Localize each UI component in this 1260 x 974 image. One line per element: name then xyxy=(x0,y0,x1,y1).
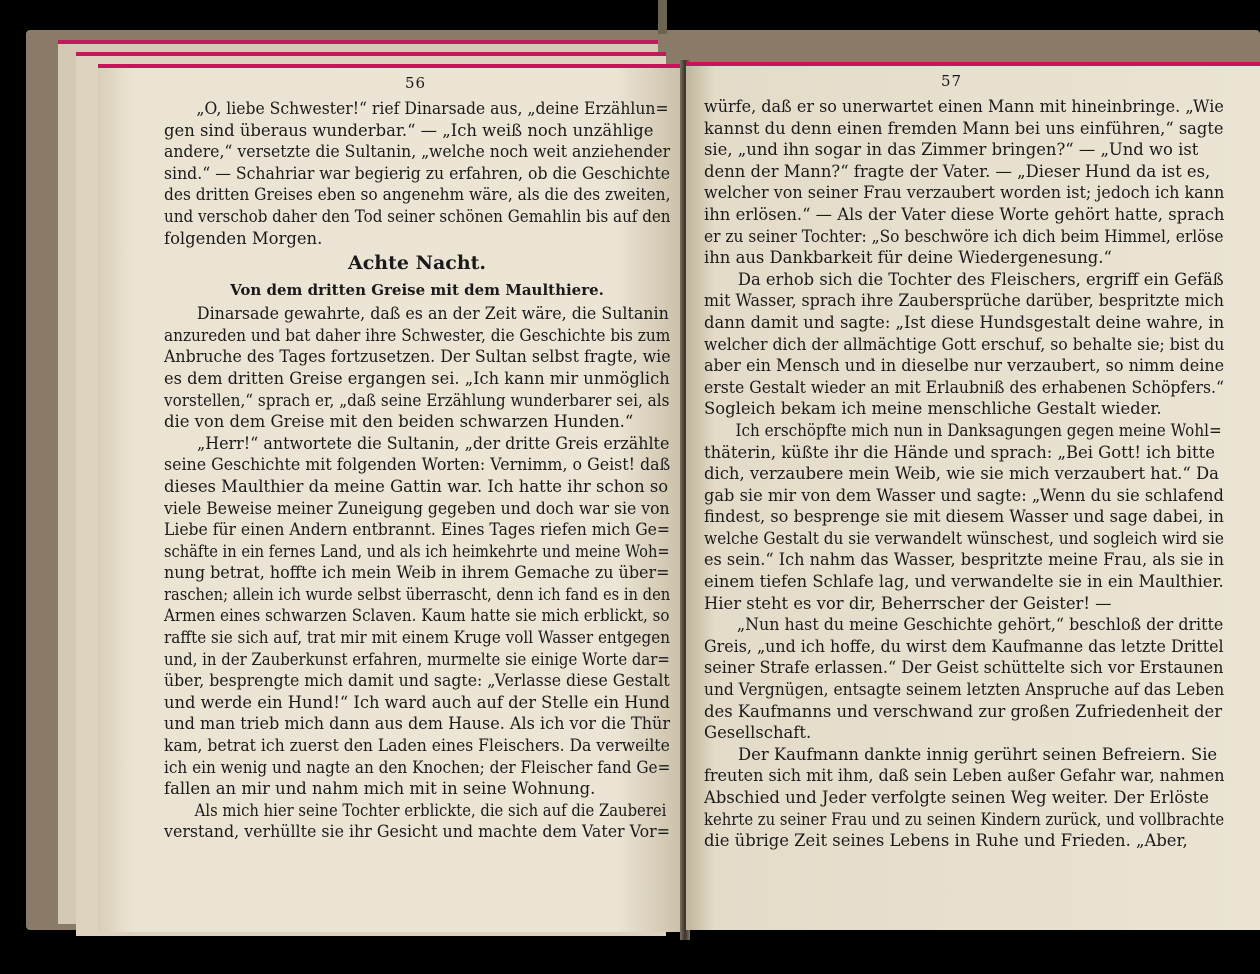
text-line: Sogleich bekam ich meine menschliche Gestalt wieder. xyxy=(704,399,1162,419)
text-line: und verschob daher den Tod seiner schönen Gemahlin bis auf den xyxy=(164,206,671,226)
text-line: über, besprengte mich damit und sagte: „Verlasse diese Gestalt xyxy=(164,671,670,691)
text-line: seiner Strafe erlassen.“ Der Geist schüttelte sich vor Erstaunen xyxy=(704,658,1224,678)
text-line: würfe, daß er so unerwartet einen Mann mit hineinbringe. „Wie xyxy=(704,97,1224,116)
text-line: Liebe für einen Andern entbrannt. Eines Tages riefen mich Ge= xyxy=(164,520,670,540)
text-line: kannst du denn einen fremden Mann bei uns einführen,“ sagte xyxy=(704,118,1224,138)
text-line: seine Geschichte mit folgenden Worten: Vernimm, o Geist! daß xyxy=(164,455,671,475)
page-text xyxy=(704,96,1224,852)
text-line: erste Gestalt wieder an mit Erlaubniß des erhabenen Schöpfers.“ xyxy=(704,377,1224,397)
chapter-subheading: Von dem dritten Greise mit dem Maulthiere. xyxy=(230,281,604,300)
text-line: raschen; allein ich wurde selbst überrascht, denn ich fand es in den xyxy=(164,584,671,604)
text-line: Hier steht es vor dir, Beherrscher der Geister! — xyxy=(704,593,1112,613)
text-line: kam, betrat ich zuerst den Laden eines Fleischers. Da verweilte xyxy=(164,736,670,756)
text-line: es dem dritten Greise ergangen sei. „Ich kann mir unmöglich xyxy=(164,368,670,388)
text-line: und man trieb mich dann aus dem Hause. Als ich vor die Thür xyxy=(164,714,671,734)
text-line: viele Beweise meiner Zuneigung gegeben und doch war sie von xyxy=(164,498,670,518)
text-line: freuten sich mit ihm, daß sein Leben außer Gefahr war, nahmen xyxy=(704,766,1225,786)
text-line: es sein.“ Ich nahm das Wasser, bespritzte meine Frau, als sie in xyxy=(704,550,1224,570)
text-line: anzureden und bat daher ihre Schwester, die Geschichte bis zum xyxy=(164,325,671,345)
text-line: fallen an mir und nahm mich mit in seine Wohnung. xyxy=(164,779,596,799)
text-line: kehrte zu seiner Frau und zu seinen Kindern zurück, und vollbrachte xyxy=(704,809,1225,829)
text-line: Der Kaufmann dankte innig gerührt seinen Befreiern. Sie xyxy=(738,744,1218,764)
bookmark-ribbon xyxy=(658,0,667,34)
text-line: Ich erschöpfte mich nun in Danksagungen gegen meine Wohl= xyxy=(735,420,1222,440)
text-line: dieses Maulthier da meine Gattin war. Ich hatte ihr schon so xyxy=(164,476,669,496)
right-page xyxy=(686,62,1260,930)
text-line: er zu seiner Tochter: „So beschwöre ich dich beim Himmel, erlöse xyxy=(704,226,1224,246)
text-line: Als mich hier seine Tochter erblickte, die sich auf die Zauberei xyxy=(194,800,667,820)
text-line: die übrige Zeit seines Lebens in Ruhe und Frieden. „Aber, xyxy=(704,831,1188,851)
text-line: folgenden Morgen. xyxy=(164,228,323,248)
text-line: andere,“ versetzte die Sultanin, „welche noch weit anziehender xyxy=(164,142,671,162)
text-line: und Vergnügen, entsagte seinem letzten Anspruche auf das Leben xyxy=(704,680,1225,700)
text-line: schäfte in ein fernes Land, und als ich heimkehrte und meine Woh= xyxy=(164,541,670,561)
text-line: vorstellen,“ sprach er, „daß seine Erzählung wunderbarer sei, als xyxy=(164,390,670,410)
text-line: „Nun hast du meine Geschichte gehört,“ beschloß der dritte xyxy=(736,615,1224,635)
text-line: denn der Mann?“ fragte der Vater. — „Dieser Hund da ist es, xyxy=(704,161,1211,181)
text-line: ihn aus Dankbarkeit für deine Wiedergenesung.“ xyxy=(704,248,1112,268)
page-number: 57 xyxy=(941,72,963,90)
text-line: dich, verzaubere mein Weib, wie sie mich verzaubert hat.“ Da xyxy=(704,464,1219,484)
text-line: sind.“ — Schahriar war begierig zu erfahren, ob die Geschichte xyxy=(164,163,671,183)
text-line: verstand, verhüllte sie ihr Gesicht und machte dem Vater Vor= xyxy=(164,822,671,842)
text-line: einem tiefen Schlafe lag, und verwandelte sie in ein Maulthier. xyxy=(704,572,1224,592)
text-line: „Herr!“ antwortete die Sultanin, „der dritte Greis erzählte xyxy=(197,433,670,453)
text-line: Abschied und Jeder verfolgte seinen Weg weiter. Der Erlöste xyxy=(704,788,1209,807)
text-line: Dinarsade gewahrte, daß es an der Zeit wäre, die Sultanin xyxy=(196,304,669,324)
text-line: gab sie mir von dem Wasser und sagte: „Wenn du sie schlafend xyxy=(704,485,1224,505)
text-line: des Kaufmanns und verschwand zur großen Zufriedenheit der xyxy=(704,701,1223,721)
text-line: sie, „und ihn sogar in das Zimmer bringen?“ — „Und wo ist xyxy=(704,140,1199,160)
text-line: des dritten Greises eben so angenehm wäre, als die des zweiten, xyxy=(164,185,671,205)
text-line: Gesellschaft. xyxy=(704,723,812,743)
text-line: mit Wasser, sprach ihre Zaubersprüche darüber, bespritzte mich xyxy=(704,291,1224,311)
text-line: welcher dich der allmächtige Gott erschuf, so behalte sie; bist du xyxy=(704,334,1225,354)
text-line: Greis, „und ich hoffe, du wirst dem Kaufmanne das letzte Drittel xyxy=(704,636,1224,656)
text-line: dann damit und sagte: „Ist diese Hundsgestalt deine wahre, in xyxy=(704,312,1225,332)
left-page xyxy=(98,64,686,932)
text-line: thäterin, küßte ihr die Hände und sprach: „Bei Gott! ich bitte xyxy=(704,442,1215,462)
text-line: nung betrat, hoffte ich mein Weib in ihrem Gemache zu über= xyxy=(164,563,670,583)
text-line: Da erhob sich die Tochter des Fleischers, ergriff ein Gefäß xyxy=(737,269,1224,289)
text-line: findest, so besprenge sie mit diesem Wasser und sage dabei, in xyxy=(704,507,1224,527)
text-line: gen sind überaus wunderbar.“ — „Ich weiß noch unzählige xyxy=(164,120,654,140)
text-line: welcher von seiner Frau verzaubert worden ist; jedoch ich kann xyxy=(704,183,1225,203)
text-line: und werde ein Hund!“ Ich ward auch auf der Stelle ein Hund xyxy=(164,692,670,712)
text-line: Armen eines schwarzen Sclaven. Kaum hatte sie mich erblickt, so xyxy=(164,606,670,626)
text-line: Anbruche des Tages fortzusetzen. Der Sultan selbst fragte, wie xyxy=(164,347,671,367)
text-line: ich ein wenig und nagte an den Knochen; der Fleischer fand Ge= xyxy=(164,757,671,777)
text-line: die von dem Greise mit den beiden schwarzen Hunden.“ xyxy=(164,412,634,432)
page-number: 56 xyxy=(405,74,427,92)
text-line: aber ein Mensch und in dieselbe nur verzaubert, so nimm deine xyxy=(704,356,1225,376)
chapter-heading: Achte Nacht. xyxy=(347,252,487,275)
text-line: raffte sie sich auf, trat mir mit einem Kruge voll Wasser entgegen xyxy=(164,628,671,648)
text-line: „O, liebe Schwester!“ rief Dinarsade aus, „deine Erzählun= xyxy=(196,99,669,118)
text-line: ihn erlösen.“ — Als der Vater diese Worte gehört hatte, sprach xyxy=(704,204,1225,224)
text-line: welche Gestalt du sie verwandelt wünschest, und sogleich wird sie xyxy=(704,528,1224,548)
text-line: und, in der Zauberkunst erfahren, murmelte sie einige Worte dar= xyxy=(164,649,670,669)
page-text xyxy=(164,98,670,843)
